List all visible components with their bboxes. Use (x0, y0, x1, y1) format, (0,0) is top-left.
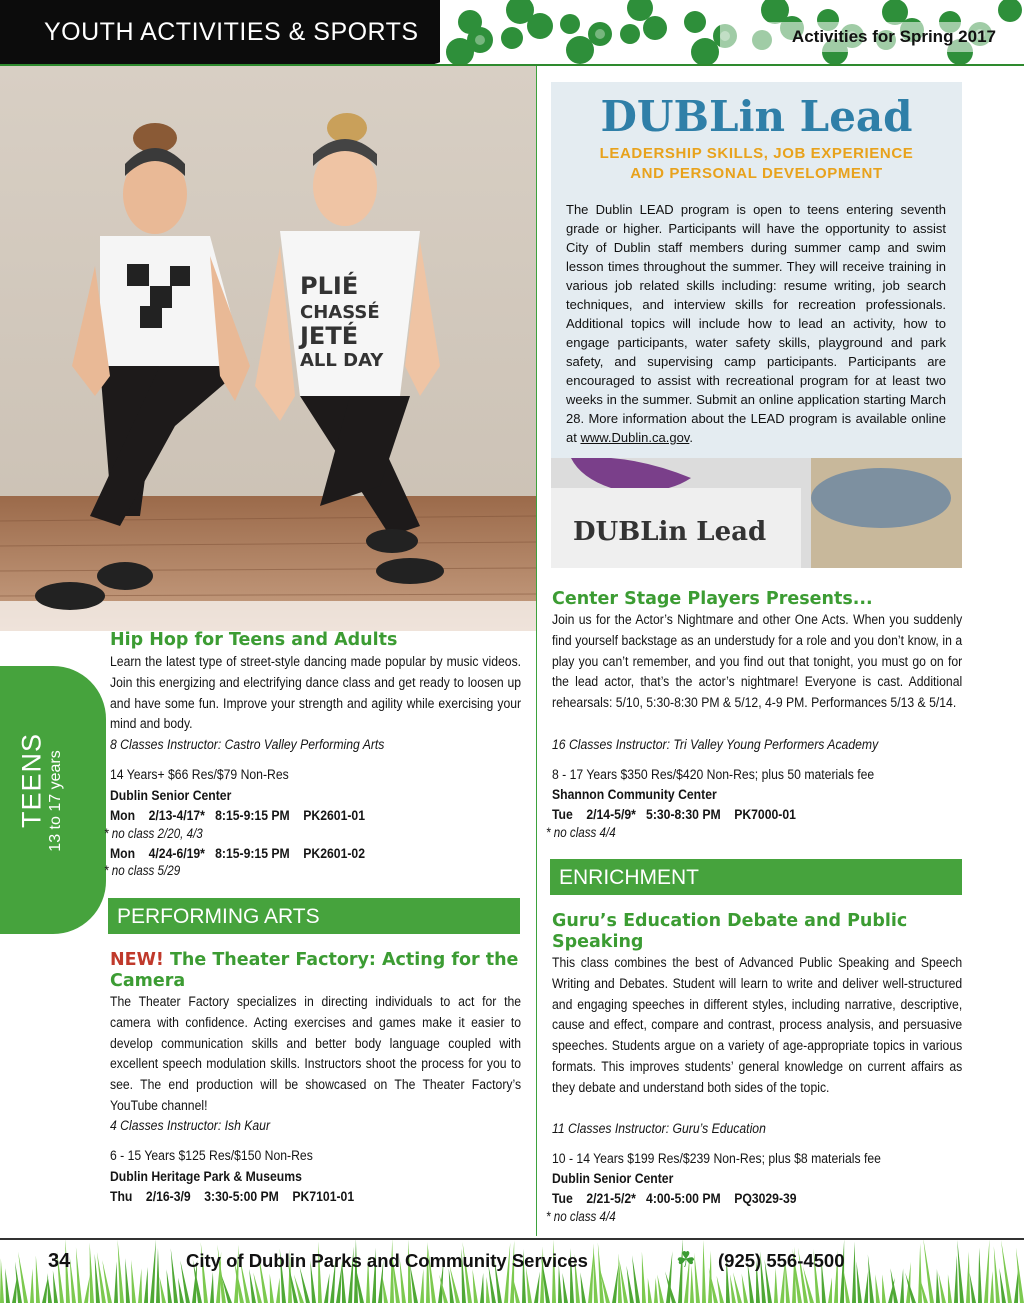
lead-body-end: . (689, 430, 693, 445)
theater-factory-title (110, 950, 520, 992)
debate-price: 10 - 14 Years $199 Res/$239 Non-Res; plus $8 materials fee (552, 1151, 881, 1167)
hiphop-location: Dublin Senior Center (110, 788, 232, 804)
theater-factory-description: The Theater Factory specializes in directing individuals to act for the camera with confidence. Acting exercises and games make it easier to develop communication skills and better body language coupled with excellent speech modulation skills. Instructors shoot the process for you to see. The end production will be showcased on The Theater Factory’s YouTube channel! (110, 994, 522, 1114)
debate-description: This class combines the best of Advanced Public Speaking and Speech Writing and Debates. Student will learn to write and deliver well-structured and engaging speeches in different styles, including narrative, descriptive, cause and effect, compare and contrast, process analysis, and persuasive speeches. Students argue on a variety of age-appropriate topics in various formats. This improves students’ general knowledge on current affairs as they debate and understand both sides of the topic. (552, 955, 963, 1096)
page-number: 34 (48, 1250, 71, 1272)
dublin-lead-panel (551, 82, 962, 568)
center-stage-title: Center Stage Players Presents... (552, 589, 873, 609)
theater-factory-title-text: The Theater Factory: Acting for the Camera (110, 950, 519, 991)
dancers-photo (0, 66, 536, 631)
section-title: YOUTH ACTIVITIES & SPORTS (44, 18, 419, 46)
lead-link[interactable]: www.Dublin.ca.gov (580, 430, 690, 445)
lead-subtitle-line1: LEADERSHIP SKILLS, JOB EXPERIENCE (599, 145, 914, 162)
lead-subtitle-line2: AND PERSONAL DEVELOPMENT (630, 165, 883, 182)
lead-logo: DUBLin Lead (600, 92, 913, 141)
performing-arts-bar: PERFORMING ARTS (108, 898, 520, 934)
column-divider (536, 66, 537, 1236)
debate-note: * no class 4/4 (546, 1209, 616, 1224)
center-stage-meta: 16 Classes Instructor: Tri Valley Young Performers Academy (552, 737, 879, 753)
hiphop-session-1: Mon 2/13-4/17* 8:15-9:15 PM PK2601-01 (110, 808, 365, 824)
svg-text:JETÉ: JETÉ (300, 322, 359, 350)
teens-age-range: 13 to 17 years (47, 750, 64, 852)
hiphop-note-1: * no class 2/20, 4/3 (104, 826, 203, 841)
lead-body: The Dublin LEAD program is open to teens entering seventh grade or higher. Participants will have the opportunity to assist City of Dublin staff members during summer camp and swim lesson times throughout the summer. They will receive training in various job related skills including: resume writing, job search techniques, and interview skills for recreation professionals. Additional topics will include how to lead an activity, how to engage participants, water safety skills, playground and park safety, and supervising camp participants. Participants are encouraged to assist with recreational program for at least two weeks in the summer. Submit an online application starting March 28. More information about the LEAD program is available online at (566, 202, 946, 445)
lead-description (566, 200, 946, 447)
lead-shirt-photo (551, 458, 962, 568)
debate-session: Tue 2/21-5/2* 4:00-5:00 PM PQ3029-39 (552, 1191, 797, 1207)
new-tag: NEW! (110, 950, 164, 970)
svg-text:CHASSÉ: CHASSÉ (300, 302, 380, 323)
enrichment-bar: ENRICHMENT (550, 859, 962, 895)
debate-title: Guru’s Education Debate and Public Speaking (552, 911, 908, 952)
hiphop-note-2: * no class 5/29 (104, 863, 181, 878)
hiphop-title: Hip Hop for Teens and Adults (110, 630, 398, 650)
center-stage-price: 8 - 17 Years $350 Res/$420 Non-Res; plus 50 materials fee (552, 767, 875, 783)
center-stage-note: * no class 4/4 (546, 825, 616, 840)
hiphop-price: 14 Years+ $66 Res/$79 Non-Res (110, 767, 289, 783)
center-stage-location: Shannon Community Center (552, 787, 717, 803)
hiphop-meta: 8 Classes Instructor: Castro Valley Performing Arts (110, 737, 385, 753)
footer-organization: City of Dublin Parks and Community Services (186, 1250, 588, 1271)
svg-text:ALL DAY: ALL DAY (300, 350, 384, 371)
theater-factory-session: Thu 2/16-3/9 3:30-5:00 PM PK7101-01 (110, 1189, 355, 1205)
footer-phone: (925) 556-4500 (718, 1250, 845, 1271)
shamrock-icon: ☘ (676, 1247, 696, 1272)
lead-shirt-text: DUBLin Lead (573, 517, 767, 547)
center-stage-session: Tue 2/14-5/9* 5:30-8:30 PM PK7000-01 (552, 807, 796, 823)
svg-text:PLIÉ: PLIÉ (300, 272, 359, 300)
debate-location: Dublin Senior Center (552, 1171, 674, 1187)
center-stage-description: Join us for the Actor’s Nightmare and other One Acts. When you suddenly find yourself backstage as an understudy for a role and you don’t know, in a play you can’t remember, and you find out that tonight, you must go on for the lead actor, that’s the actor’s nightmare! Everyone is cast. Additional rehearsals: 5/10, 5:30-8:30 PM & 5/12, 4-9 PM. Performances 5/13 & 5/14. (552, 612, 963, 712)
theater-factory-price: 6 - 15 Years $125 Res/$150 Non-Res (110, 1148, 313, 1164)
hiphop-session-2: Mon 4/24-6/19* 8:15-9:15 PM PK2601-02 (110, 846, 365, 862)
theater-factory-meta: 4 Classes Instructor: Ish Kaur (110, 1118, 271, 1134)
debate-meta: 11 Classes Instructor: Guru’s Education (552, 1121, 766, 1137)
theater-factory-location: Dublin Heritage Park & Museums (110, 1169, 302, 1185)
teens-label: TEENS (16, 732, 47, 829)
lead-subtitle (551, 144, 962, 184)
hiphop-description: Learn the latest type of street-style dancing made popular by music videos. Join this energizing and electrifying dance class and get ready to loosen up and have some fun. Improve your strength and agility while exercising your mind and body. (110, 654, 522, 733)
season-label: Activities for Spring 2017 (791, 27, 996, 46)
footer-rule (0, 1238, 1024, 1240)
